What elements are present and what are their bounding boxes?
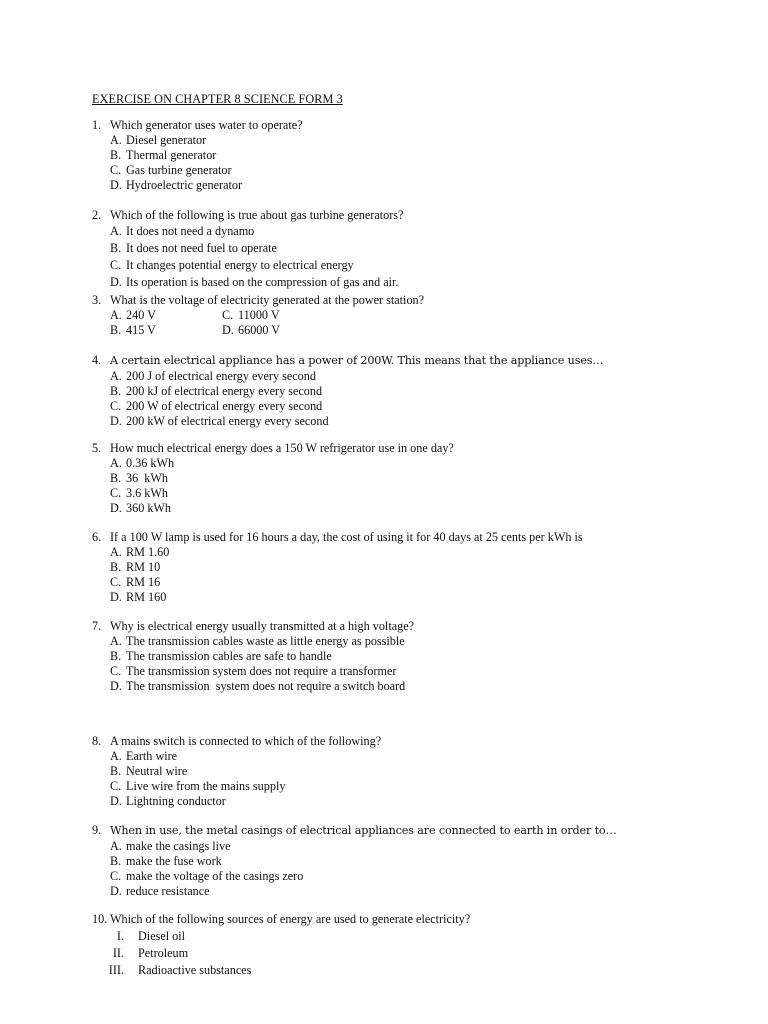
question-text: How much electrical energy does a 150 W refrigerator use in one day? (110, 441, 454, 455)
question-stem (92, 441, 454, 456)
option-letter: C. (110, 486, 122, 500)
statement-numeral: II. (112, 946, 124, 960)
option-b (110, 764, 381, 779)
question-10 (92, 911, 470, 979)
question-stem (92, 293, 424, 308)
option-d (110, 501, 454, 516)
question-number: 10. (92, 912, 108, 926)
question-text: When in use, the metal casings of electrical appliances are connected to earth in order to… (110, 824, 617, 837)
option-text: RM 10 (126, 560, 161, 574)
option-b (110, 560, 583, 575)
option-c (110, 399, 603, 414)
question-text: What is the voltage of electricity generated at the power station? (110, 293, 425, 307)
question-text: A certain electrical appliance has a power of 200W. This means that the appliance uses… (110, 354, 604, 367)
option-a (110, 369, 603, 384)
option-a (110, 223, 403, 240)
option-letter: D. (110, 794, 122, 808)
option-a (110, 634, 414, 649)
option-b (110, 471, 454, 486)
question-stem (92, 530, 583, 545)
option-text: Hydroelectric generator (126, 178, 243, 192)
question-number: 1. (92, 118, 102, 132)
option-text: The transmission cables waste as little energy as possible (126, 634, 405, 648)
option-text: Thermal generator (126, 148, 217, 162)
question-stem (92, 619, 414, 634)
statement-i (92, 928, 470, 945)
option-d (110, 414, 603, 429)
option-text: The transmission system does not require a switch board (126, 679, 406, 693)
option-text: 36 kWh (126, 471, 168, 485)
option-a (110, 749, 381, 764)
question-4 (92, 352, 603, 429)
option-c (110, 486, 454, 501)
option-text: 240 V (126, 308, 156, 322)
option-text: Diesel generator (126, 133, 207, 147)
question-8 (92, 734, 381, 809)
option-letter: A. (110, 839, 122, 853)
option-d (110, 274, 403, 291)
option-text: 200 W of electrical energy every second (126, 399, 323, 413)
option-text: 11000 V (238, 308, 280, 322)
option-a (110, 456, 454, 471)
question-number: 7. (92, 619, 102, 633)
option-letter: A. (110, 456, 122, 470)
question-text: Which of the following sources of energy are used to generate electricity? (110, 912, 471, 926)
option-c (110, 664, 414, 679)
option-b (110, 323, 222, 338)
option-letter: C. (110, 163, 122, 177)
option-text: make the voltage of the casings zero (126, 869, 304, 883)
question-text: Which generator uses water to operate? (110, 118, 303, 132)
question-7 (92, 619, 414, 694)
option-text: It does not need fuel to operate (126, 241, 277, 255)
option-b (110, 384, 603, 399)
option-b (110, 148, 303, 163)
question-9 (92, 822, 617, 899)
question-number: 5. (92, 441, 102, 455)
option-letter: D. (110, 590, 122, 604)
option-letter: B. (110, 384, 122, 398)
option-text: reduce resistance (126, 884, 210, 898)
option-letter: A. (110, 545, 122, 559)
option-letter: C. (222, 308, 234, 322)
option-b (110, 649, 414, 664)
option-letter: A. (110, 308, 122, 322)
statement-text: Diesel oil (138, 929, 186, 943)
question-text: Why is electrical energy usually transmitted at a high voltage? (110, 619, 415, 633)
question-stem (92, 822, 617, 839)
option-letter: D. (222, 323, 234, 337)
option-d (110, 590, 583, 605)
option-text: make the fuse work (126, 854, 222, 868)
option-b (110, 240, 403, 257)
option-c (110, 163, 303, 178)
option-letter: D. (110, 178, 122, 192)
statement-ii (92, 945, 470, 962)
option-letter: D. (110, 679, 122, 693)
page-title: EXERCISE ON CHAPTER 8 SCIENCE FORM 3 (92, 92, 343, 106)
option-c (110, 869, 617, 884)
option-letter: C. (110, 869, 122, 883)
option-c (110, 575, 583, 590)
option-letter: A. (110, 369, 122, 383)
option-letter: B. (110, 649, 122, 663)
option-text: 200 kW of electrical energy every second (126, 414, 329, 428)
option-row (110, 323, 424, 338)
option-letter: B. (110, 854, 122, 868)
question-stem (92, 118, 303, 133)
option-text: It does not need a dynamo (126, 224, 255, 238)
option-text: 3.6 kWh (126, 486, 168, 500)
question-stem (92, 352, 603, 369)
option-letter: C. (110, 664, 122, 678)
question-number: 6. (92, 530, 102, 544)
option-text: Lightning conductor (126, 794, 226, 808)
statement-iii (92, 962, 470, 979)
option-text: 0.36 kWh (126, 456, 175, 470)
option-letter: A. (110, 634, 122, 648)
question-3 (92, 293, 424, 338)
question-number: 8. (92, 734, 102, 748)
question-5 (92, 441, 454, 516)
option-a (110, 308, 222, 323)
option-b (110, 854, 617, 869)
question-stem (92, 207, 403, 223)
option-text: make the casings live (126, 839, 231, 853)
option-text: Earth wire (126, 749, 178, 763)
option-d (110, 884, 617, 899)
question-1 (92, 118, 303, 193)
option-text: 360 kWh (126, 501, 172, 515)
option-letter: C. (110, 258, 122, 272)
option-letter: B. (110, 148, 122, 162)
option-c (110, 779, 381, 794)
question-stem (92, 734, 381, 749)
option-letter: B. (110, 323, 122, 337)
option-text: 415 V (126, 323, 156, 337)
option-text: Neutral wire (126, 764, 188, 778)
statement-numeral: III. (108, 963, 124, 977)
option-letter: C. (110, 575, 122, 589)
option-letter: C. (110, 399, 122, 413)
statement-text: Radioactive substances (138, 963, 252, 977)
option-c (222, 308, 334, 323)
option-text: Its operation is based on the compression of gas and air. (126, 275, 399, 289)
option-text: The transmission system does not require a transformer (126, 664, 397, 678)
question-2 (92, 207, 403, 291)
option-letter: A. (110, 749, 122, 763)
question-text: A mains switch is connected to which of the following? (110, 734, 382, 748)
question-stem (92, 911, 470, 928)
option-letter: B. (110, 560, 122, 574)
option-row (110, 308, 424, 323)
question-number: 4. (92, 353, 102, 367)
option-text: RM 16 (126, 575, 161, 589)
option-text: RM 160 (126, 590, 167, 604)
option-a (110, 545, 583, 560)
question-number: 9. (92, 823, 102, 837)
question-number: 3. (92, 293, 102, 307)
option-d (110, 679, 414, 694)
statement-text: Petroleum (138, 946, 189, 960)
question-text: If a 100 W lamp is used for 16 hours a day, the cost of using it for 40 days at 25 cents per kWh is (110, 530, 583, 544)
option-letter: B. (110, 241, 122, 255)
option-text: RM 1.60 (126, 545, 170, 559)
option-letter: D. (110, 414, 122, 428)
question-6 (92, 530, 583, 605)
option-text: 200 kJ of electrical energy every second (126, 384, 323, 398)
option-d (222, 323, 334, 338)
question-number: 2. (92, 208, 102, 222)
option-text: Live wire from the mains supply (126, 779, 286, 793)
option-d (110, 178, 303, 193)
option-text: It changes potential energy to electrical energy (126, 258, 354, 272)
option-letter: D. (110, 275, 122, 289)
option-text: The transmission cables are safe to handle (126, 649, 332, 663)
option-d (110, 794, 381, 809)
option-a (110, 133, 303, 148)
option-letter: C. (110, 779, 122, 793)
option-c (110, 257, 403, 274)
question-text: Which of the following is true about gas turbine generators? (110, 208, 404, 222)
option-text: 66000 V (238, 323, 281, 337)
option-letter: D. (110, 884, 122, 898)
option-letter: D. (110, 501, 122, 515)
option-letter: A. (110, 133, 122, 147)
option-a (110, 839, 617, 854)
option-text: 200 J of electrical energy every second (126, 369, 316, 383)
option-letter: B. (110, 764, 122, 778)
option-letter: B. (110, 471, 122, 485)
statement-numeral: I. (116, 929, 124, 943)
option-letter: A. (110, 224, 122, 238)
option-text: Gas turbine generator (126, 163, 232, 177)
